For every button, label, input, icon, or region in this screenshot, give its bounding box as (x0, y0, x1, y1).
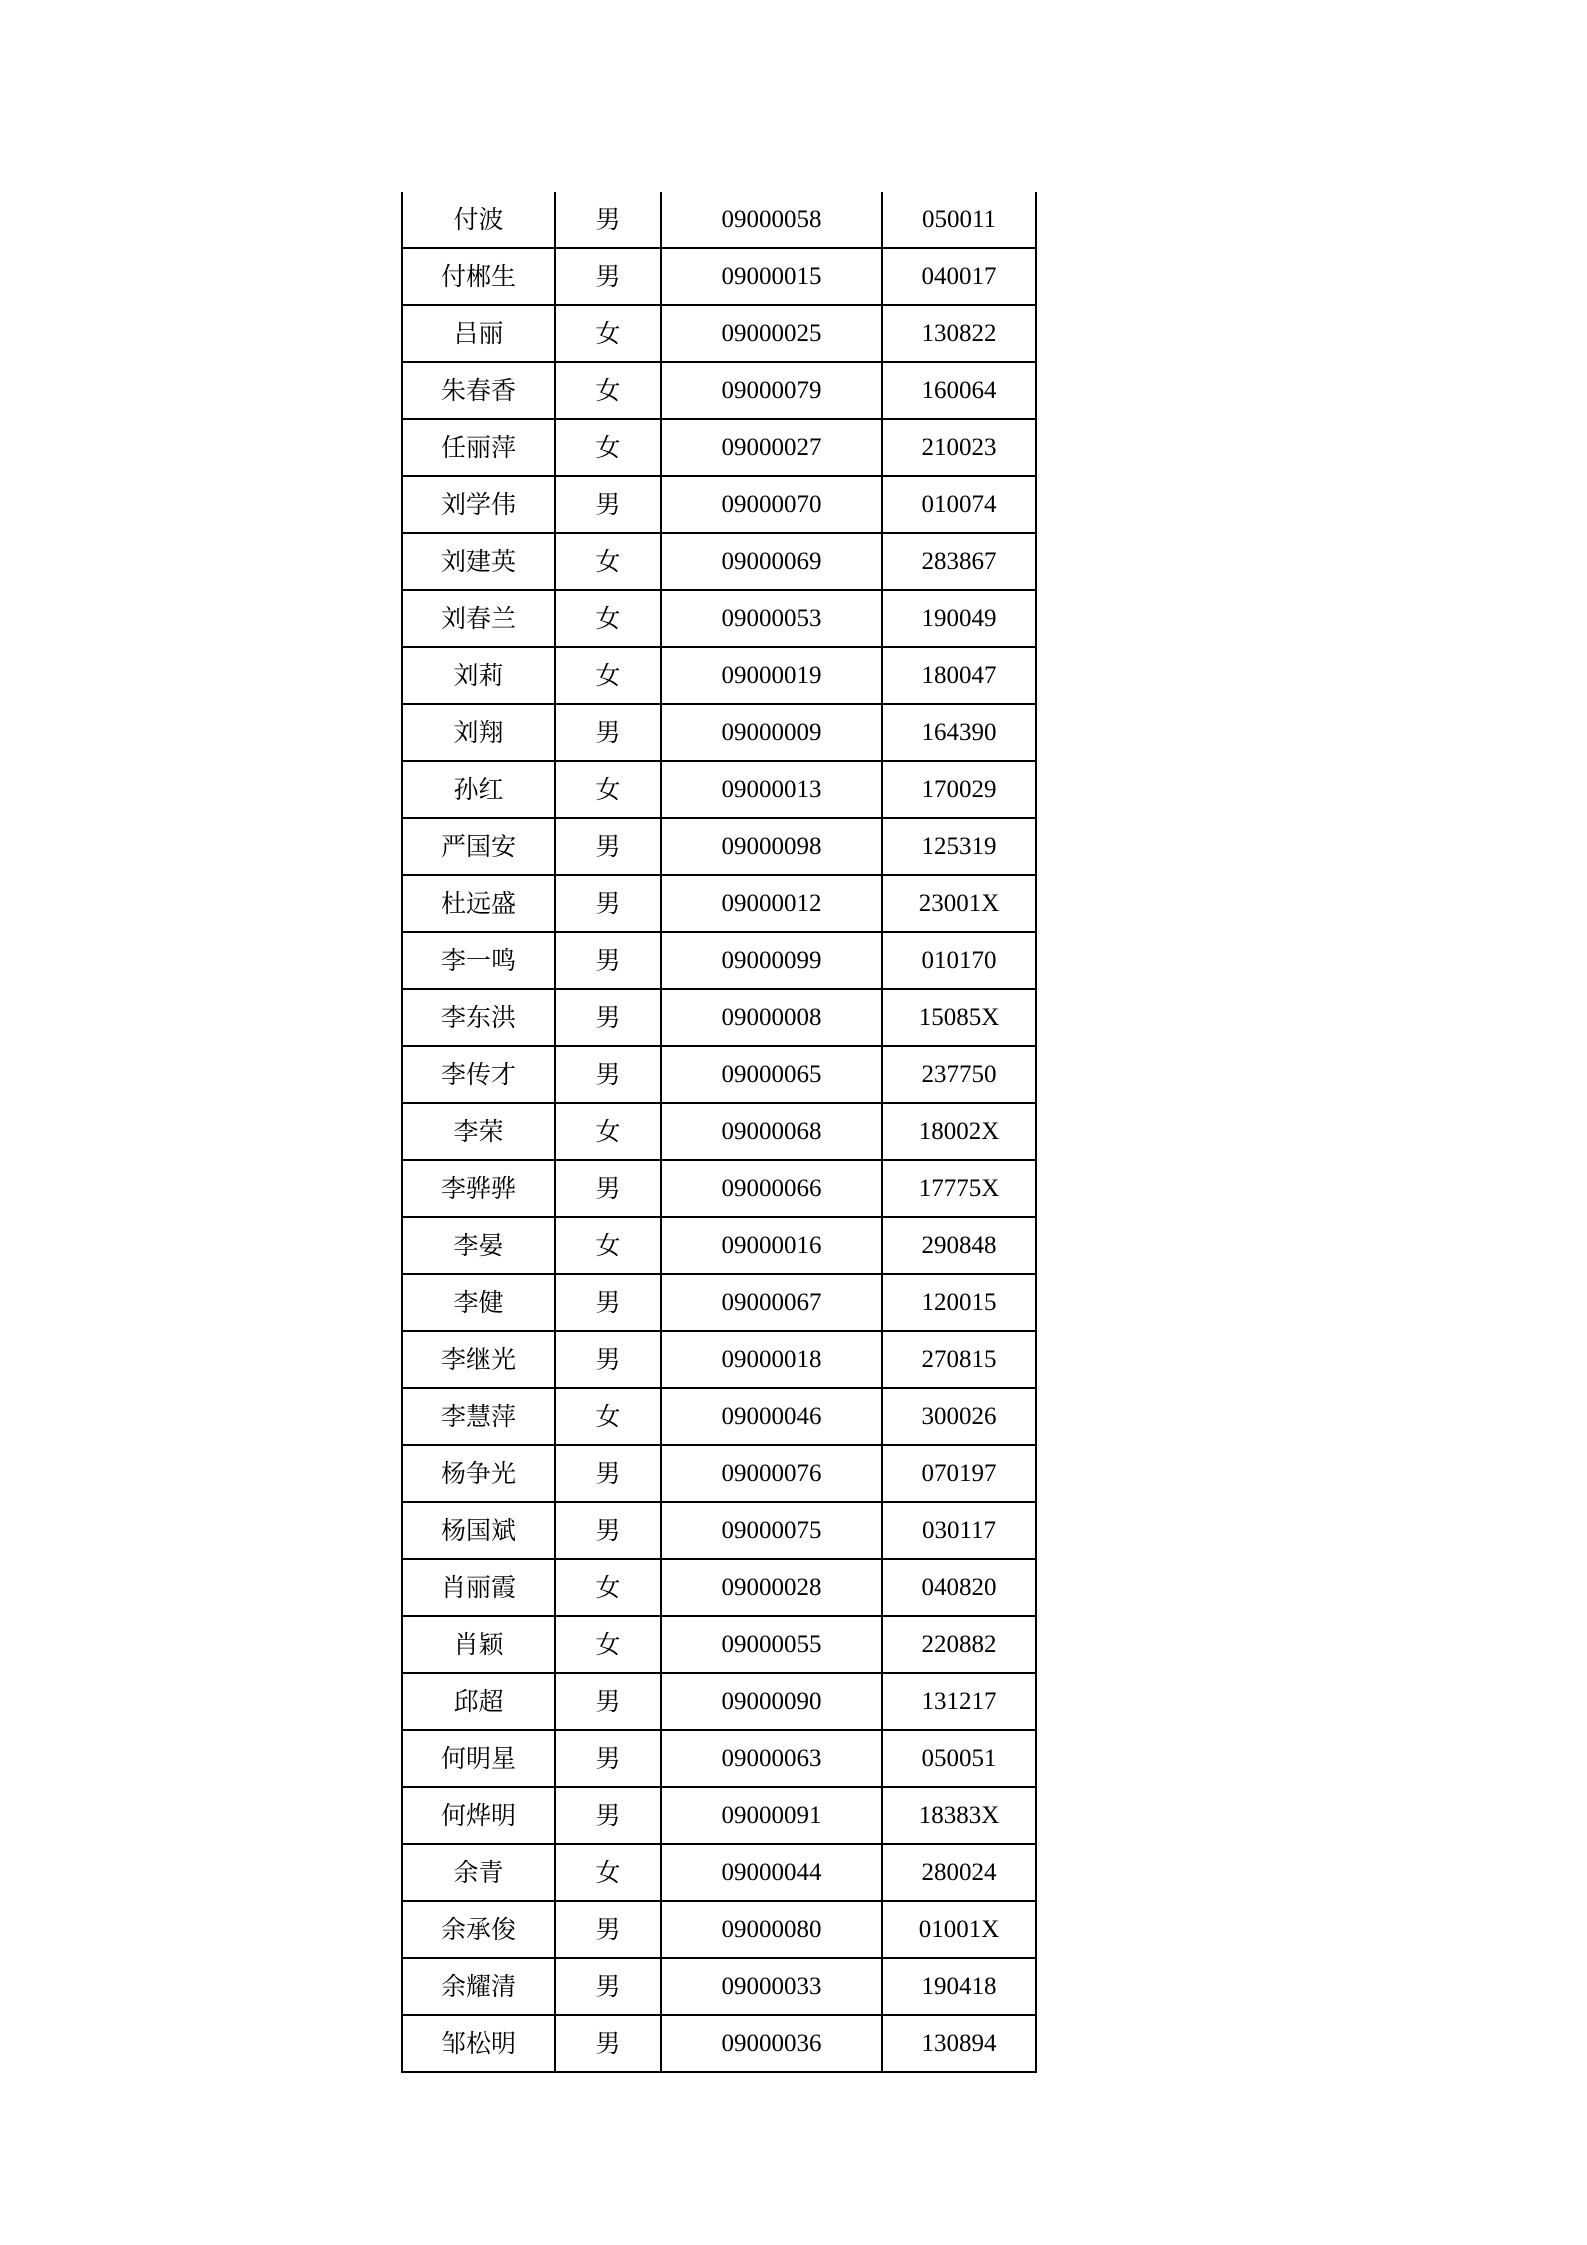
table-row (402, 1559, 1036, 1616)
gender-cell: 男 (555, 1445, 661, 1502)
id-number-cell: 09000079 (661, 362, 882, 419)
code-cell: 23001X (882, 875, 1036, 932)
id-number-cell: 09000016 (661, 1217, 882, 1274)
table-row (402, 533, 1036, 590)
id-number-cell: 09000018 (661, 1331, 882, 1388)
name-cell: 严国安 (402, 818, 555, 875)
table-row (402, 1103, 1036, 1160)
id-number-cell: 09000036 (661, 2015, 882, 2072)
name-cell: 刘建英 (402, 533, 555, 590)
table-row (402, 1046, 1036, 1103)
table-row (402, 1217, 1036, 1274)
name-cell: 何烨明 (402, 1787, 555, 1844)
gender-cell: 男 (555, 1958, 661, 2015)
name-cell: 任丽萍 (402, 419, 555, 476)
id-number-cell: 09000033 (661, 1958, 882, 2015)
name-cell: 吕丽 (402, 305, 555, 362)
table-row (402, 875, 1036, 932)
id-number-cell: 09000028 (661, 1559, 882, 1616)
id-number-cell: 09000046 (661, 1388, 882, 1445)
id-number-cell: 09000080 (661, 1901, 882, 1958)
id-number-cell: 09000009 (661, 704, 882, 761)
table-row (402, 1730, 1036, 1787)
name-cell: 余耀清 (402, 1958, 555, 2015)
gender-cell: 女 (555, 533, 661, 590)
id-number-cell: 09000012 (661, 875, 882, 932)
code-cell: 210023 (882, 419, 1036, 476)
gender-cell: 女 (555, 1616, 661, 1673)
code-cell: 237750 (882, 1046, 1036, 1103)
gender-cell: 女 (555, 1217, 661, 1274)
name-cell: 余青 (402, 1844, 555, 1901)
id-number-cell: 09000098 (661, 818, 882, 875)
name-cell: 李健 (402, 1274, 555, 1331)
code-cell: 180047 (882, 647, 1036, 704)
table-row (402, 818, 1036, 875)
gender-cell: 男 (555, 192, 661, 248)
name-cell: 刘学伟 (402, 476, 555, 533)
code-cell: 125319 (882, 818, 1036, 875)
name-cell: 杨争光 (402, 1445, 555, 1502)
gender-cell: 男 (555, 1331, 661, 1388)
name-cell: 李荣 (402, 1103, 555, 1160)
id-number-cell: 09000075 (661, 1502, 882, 1559)
table-row (402, 1331, 1036, 1388)
id-number-cell: 09000068 (661, 1103, 882, 1160)
table-row (402, 1901, 1036, 1958)
gender-cell: 男 (555, 1730, 661, 1787)
name-cell: 邹松明 (402, 2015, 555, 2072)
table-row (402, 2015, 1036, 2072)
name-cell: 李东洪 (402, 989, 555, 1046)
code-cell: 010074 (882, 476, 1036, 533)
code-cell: 18383X (882, 1787, 1036, 1844)
name-cell: 李一鸣 (402, 932, 555, 989)
name-cell: 邱超 (402, 1673, 555, 1730)
name-cell: 李骅骅 (402, 1160, 555, 1217)
code-cell: 01001X (882, 1901, 1036, 1958)
table-row (402, 761, 1036, 818)
code-cell: 220882 (882, 1616, 1036, 1673)
code-cell: 15085X (882, 989, 1036, 1046)
gender-cell: 女 (555, 1103, 661, 1160)
table-row (402, 989, 1036, 1046)
code-cell: 190418 (882, 1958, 1036, 2015)
name-cell: 付波 (402, 192, 555, 248)
code-cell: 270815 (882, 1331, 1036, 1388)
code-cell: 280024 (882, 1844, 1036, 1901)
code-cell: 130822 (882, 305, 1036, 362)
code-cell: 283867 (882, 533, 1036, 590)
name-cell: 付郴生 (402, 248, 555, 305)
name-cell: 李晏 (402, 1217, 555, 1274)
gender-cell: 女 (555, 590, 661, 647)
code-cell: 290848 (882, 1217, 1036, 1274)
table-row (402, 1673, 1036, 1730)
table-row (402, 362, 1036, 419)
gender-cell: 女 (555, 761, 661, 818)
gender-cell: 男 (555, 476, 661, 533)
gender-cell: 女 (555, 305, 661, 362)
code-cell: 040017 (882, 248, 1036, 305)
table-row (402, 305, 1036, 362)
table-row (402, 1616, 1036, 1673)
id-number-cell: 09000055 (661, 1616, 882, 1673)
id-number-cell: 09000090 (661, 1673, 882, 1730)
code-cell: 010170 (882, 932, 1036, 989)
code-cell: 170029 (882, 761, 1036, 818)
table-row (402, 1502, 1036, 1559)
code-cell: 300026 (882, 1388, 1036, 1445)
code-cell: 164390 (882, 704, 1036, 761)
id-number-cell: 09000053 (661, 590, 882, 647)
code-cell: 17775X (882, 1160, 1036, 1217)
table-row (402, 192, 1036, 248)
id-number-cell: 09000069 (661, 533, 882, 590)
name-cell: 刘春兰 (402, 590, 555, 647)
roster-body (402, 192, 1036, 2072)
gender-cell: 男 (555, 1274, 661, 1331)
name-cell: 余承俊 (402, 1901, 555, 1958)
id-number-cell: 09000066 (661, 1160, 882, 1217)
id-number-cell: 09000015 (661, 248, 882, 305)
gender-cell: 男 (555, 1901, 661, 1958)
gender-cell: 女 (555, 647, 661, 704)
table-row (402, 1274, 1036, 1331)
roster-table (401, 192, 1037, 2073)
table-row (402, 590, 1036, 647)
code-cell: 160064 (882, 362, 1036, 419)
code-cell: 070197 (882, 1445, 1036, 1502)
code-cell: 050011 (882, 192, 1036, 248)
gender-cell: 男 (555, 875, 661, 932)
id-number-cell: 09000070 (661, 476, 882, 533)
code-cell: 030117 (882, 1502, 1036, 1559)
table-row (402, 476, 1036, 533)
gender-cell: 女 (555, 1388, 661, 1445)
gender-cell: 女 (555, 419, 661, 476)
id-number-cell: 09000058 (661, 192, 882, 248)
gender-cell: 男 (555, 1502, 661, 1559)
table-row (402, 932, 1036, 989)
id-number-cell: 09000091 (661, 1787, 882, 1844)
table-row (402, 647, 1036, 704)
name-cell: 杨国斌 (402, 1502, 555, 1559)
name-cell: 刘翔 (402, 704, 555, 761)
id-number-cell: 09000063 (661, 1730, 882, 1787)
code-cell: 040820 (882, 1559, 1036, 1616)
gender-cell: 男 (555, 989, 661, 1046)
gender-cell: 男 (555, 932, 661, 989)
code-cell: 130894 (882, 2015, 1036, 2072)
table-row (402, 1958, 1036, 2015)
name-cell: 李传才 (402, 1046, 555, 1103)
gender-cell: 男 (555, 704, 661, 761)
id-number-cell: 09000025 (661, 305, 882, 362)
code-cell: 131217 (882, 1673, 1036, 1730)
gender-cell: 男 (555, 1673, 661, 1730)
table-row (402, 419, 1036, 476)
code-cell: 190049 (882, 590, 1036, 647)
name-cell: 杜远盛 (402, 875, 555, 932)
id-number-cell: 09000027 (661, 419, 882, 476)
gender-cell: 女 (555, 362, 661, 419)
gender-cell: 男 (555, 818, 661, 875)
table-row (402, 1445, 1036, 1502)
name-cell: 孙红 (402, 761, 555, 818)
name-cell: 肖颖 (402, 1616, 555, 1673)
gender-cell: 男 (555, 1787, 661, 1844)
id-number-cell: 09000019 (661, 647, 882, 704)
name-cell: 刘莉 (402, 647, 555, 704)
name-cell: 李慧萍 (402, 1388, 555, 1445)
id-number-cell: 09000044 (661, 1844, 882, 1901)
gender-cell: 男 (555, 1160, 661, 1217)
name-cell: 朱春香 (402, 362, 555, 419)
id-number-cell: 09000065 (661, 1046, 882, 1103)
gender-cell: 男 (555, 2015, 661, 2072)
table-row (402, 1844, 1036, 1901)
code-cell: 18002X (882, 1103, 1036, 1160)
table-row (402, 1787, 1036, 1844)
gender-cell: 女 (555, 1559, 661, 1616)
id-number-cell: 09000067 (661, 1274, 882, 1331)
id-number-cell: 09000076 (661, 1445, 882, 1502)
gender-cell: 男 (555, 248, 661, 305)
name-cell: 何明星 (402, 1730, 555, 1787)
gender-cell: 女 (555, 1844, 661, 1901)
code-cell: 120015 (882, 1274, 1036, 1331)
code-cell: 050051 (882, 1730, 1036, 1787)
gender-cell: 男 (555, 1046, 661, 1103)
name-cell: 肖丽霞 (402, 1559, 555, 1616)
table-row (402, 704, 1036, 761)
table-row (402, 248, 1036, 305)
id-number-cell: 09000008 (661, 989, 882, 1046)
name-cell: 李继光 (402, 1331, 555, 1388)
id-number-cell: 09000099 (661, 932, 882, 989)
id-number-cell: 09000013 (661, 761, 882, 818)
table-row (402, 1160, 1036, 1217)
table-row (402, 1388, 1036, 1445)
